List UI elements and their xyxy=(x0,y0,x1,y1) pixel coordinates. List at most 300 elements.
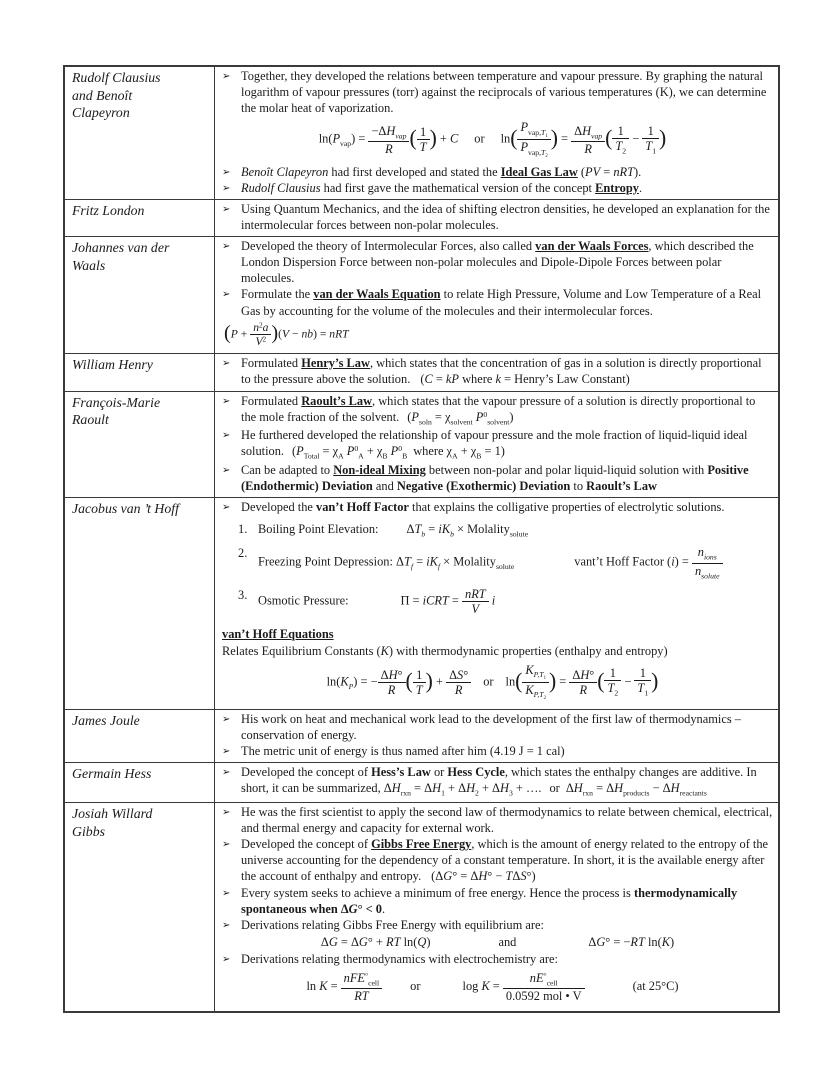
text-run: Ideal Gas Law xyxy=(500,164,578,179)
scientist-name-line: Fritz London xyxy=(72,202,145,218)
bullet-arrow-icon: ➢ xyxy=(222,430,231,442)
fraction xyxy=(569,668,597,698)
text-run: nb xyxy=(301,327,314,341)
text-run: 0 xyxy=(354,444,359,454)
numbered-text: Freezing Point Depression: $\Delta T_f = iK_f$ × Molality$_{solute}$ vant’t Hoff Factor (i) = $\frac{n_{ions}}{n_{solute}}$ xyxy=(258,545,773,581)
table-row xyxy=(64,237,779,354)
bullet-text: Can be adapted to Non-ideal Mixing between non-polar and polar liquid-liquid solution with Positive (Endothermic) Deviation and Negative (Exothermic) Deviation to Raoult’s Law xyxy=(241,462,749,493)
text-run: vap xyxy=(395,131,407,141)
text-run: G xyxy=(443,869,453,884)
fraction-numerator xyxy=(250,321,271,334)
text-run: 2 xyxy=(259,321,263,330)
text-run: Positive (Endothermic) Deviation xyxy=(241,462,749,493)
text-run: ° < 0 xyxy=(357,901,382,916)
bullet-item xyxy=(222,164,773,180)
text-run: Q xyxy=(417,934,427,949)
fraction-numerator: 1 xyxy=(609,666,616,681)
text-run: A xyxy=(358,451,364,461)
table-body xyxy=(64,66,779,1012)
text-run: vap,T1 xyxy=(528,127,548,139)
text-run: P,T xyxy=(533,690,544,700)
fraction-numerator xyxy=(522,663,549,682)
fraction xyxy=(503,971,585,1004)
scientist-name-cell xyxy=(64,354,215,391)
fraction-denominator xyxy=(569,682,597,697)
text-run: Total xyxy=(303,451,320,461)
text-run: iK xyxy=(426,555,438,570)
fraction-numerator xyxy=(462,587,489,601)
text-run: T xyxy=(419,140,427,155)
text-run: 2 xyxy=(262,335,267,344)
table-row xyxy=(64,709,779,762)
list-number: 1. xyxy=(238,522,248,537)
scientist-name-line: Waals xyxy=(72,257,106,273)
fraction xyxy=(417,125,430,155)
big-paren: ) xyxy=(425,668,433,693)
scientist-name-line: Rudolf Clausius xyxy=(72,70,161,85)
big-paren: ( xyxy=(510,126,518,151)
text-run: Hess Cycle xyxy=(447,765,505,780)
scientist-name-line: Josiah Willard xyxy=(72,805,153,821)
big-paren: ) xyxy=(651,668,659,693)
text-run: R xyxy=(385,141,393,156)
spacer xyxy=(516,945,588,946)
text-run: H xyxy=(388,667,398,682)
text-run: P xyxy=(475,409,484,424)
fraction xyxy=(604,666,621,699)
text-run: solvent xyxy=(487,417,510,427)
scientists-table xyxy=(63,65,780,1013)
list-number: 3. xyxy=(238,588,248,603)
bullet-text: Formulated Raoult’s Law, which states that the vapour pressure of a solution is directly proportional to the mole fraction of the solvent. ($P_{soln} = \chi_{solvent}$ $P^0_{solvent}$) xyxy=(241,393,756,427)
text-run: solute xyxy=(509,529,529,539)
text-run: ° xyxy=(365,971,369,981)
text-run: B xyxy=(476,451,482,461)
text-run: G xyxy=(348,901,358,916)
text-run: P xyxy=(346,444,355,459)
big-paren: ) xyxy=(550,126,558,151)
table-row xyxy=(64,391,779,497)
spacer xyxy=(485,142,501,143)
text-run: nRT xyxy=(465,587,486,602)
fraction xyxy=(413,668,426,698)
bullet-item xyxy=(222,804,773,836)
bullet-arrow-icon: ➢ xyxy=(222,919,231,931)
list-number: 2. xyxy=(238,546,248,561)
text-run: PV xyxy=(585,164,601,179)
scientist-name-line: James Joule xyxy=(72,712,140,728)
text-run: f xyxy=(437,562,441,572)
fraction-numerator xyxy=(692,545,723,562)
spacer xyxy=(430,945,498,946)
bullet-text: He furthered developed the relationship of vapour pressure and the mole fraction of liquid-liquid ideal solution. ($P_{Total} = \chi_A$ $P^0_A + \chi_B$ $P^0_B$ where $\chi_A + \chi_B = 1$) xyxy=(241,428,748,461)
formula-block: ln K = $\frac{nFE^\circ_{cell}}{RT}$ or log K = $\frac{nE^\circ_{cell}}{\text{0.0592 mol • V}}$ (at 25°C) xyxy=(306,971,679,1004)
text-run: soln xyxy=(419,417,432,427)
text-run xyxy=(533,690,546,702)
table-row xyxy=(64,763,779,803)
fraction-numerator: 1 xyxy=(416,667,423,682)
text-run: K xyxy=(525,682,534,697)
text-run: P xyxy=(230,327,238,341)
text-run: 1 xyxy=(652,146,657,156)
text-run: P xyxy=(390,444,399,459)
scientist-name-line: Raoult xyxy=(72,412,109,428)
spacer xyxy=(585,989,633,990)
text-run: H xyxy=(466,781,476,796)
text-run: K xyxy=(661,934,671,949)
big-paren: ( xyxy=(409,126,417,151)
bullet-item xyxy=(222,393,773,428)
text-run: 2 xyxy=(543,696,546,702)
bullet-item xyxy=(222,238,773,286)
fraction xyxy=(378,668,406,698)
numbered-text: Boiling Point Elevation: $\Delta T_b = iK_b$ × Molality$_{solute}$ xyxy=(258,522,529,539)
spacer xyxy=(382,989,410,990)
text-run: k xyxy=(495,372,501,387)
fraction-numerator: 1 xyxy=(420,125,427,140)
text-run: nRT xyxy=(613,164,635,179)
table-row xyxy=(64,66,779,199)
text-run: T xyxy=(645,138,653,153)
bullet-arrow-icon: ➢ xyxy=(222,806,231,818)
fraction xyxy=(642,124,659,157)
text-run: C xyxy=(450,131,459,146)
fraction-numerator: ΔH° xyxy=(572,667,595,682)
text-run: a xyxy=(262,320,269,334)
text-run: RT xyxy=(354,989,369,1004)
bullet-text: Formulate the van der Waals Equation to relate High Pressure, Volume and Low Temperature of a Real Gas by accounting for the volume of the molecules and their intermolecular forces. xyxy=(241,287,762,318)
scientist-name-cell xyxy=(64,199,215,236)
text-run: T xyxy=(415,682,423,697)
fraction xyxy=(341,971,383,1004)
bullet-arrow-icon: ➢ xyxy=(222,887,231,899)
scientist-name-line: Gibbs xyxy=(72,823,105,839)
contribution-cell xyxy=(215,763,780,803)
text-run: RT xyxy=(630,934,645,949)
text-run: K xyxy=(340,674,349,689)
fraction-numerator: 1 xyxy=(639,666,646,681)
text-run: rxn xyxy=(400,788,411,798)
text-run: C xyxy=(424,372,433,387)
text-run: P,T xyxy=(533,670,544,680)
big-paren: ) xyxy=(271,322,279,345)
text-run: T xyxy=(615,138,623,153)
text-run: H xyxy=(614,781,624,796)
scientist-name-cell xyxy=(64,709,215,762)
text-run: 0 xyxy=(398,444,403,454)
numbered-text: Osmotic Pressure: Π = iCRT = $\frac{\text{nRT}}{V}$ i xyxy=(258,587,496,617)
fraction-denominator xyxy=(368,141,409,156)
text-run: 0 xyxy=(483,409,488,419)
fraction-denominator xyxy=(634,680,651,698)
text-run: H xyxy=(670,781,680,796)
fraction-denominator xyxy=(341,988,383,1003)
text-run: K xyxy=(380,643,389,658)
fraction-numerator xyxy=(503,971,585,988)
spacer xyxy=(410,382,420,383)
spacer xyxy=(458,142,474,143)
bullet-arrow-icon: ➢ xyxy=(222,71,231,82)
text-run: Raoult’s Law xyxy=(301,393,373,408)
text-line: ΔG = ΔG° + RT ln(Q) and ΔG° = −RT ln(K) xyxy=(320,934,675,949)
text-run: 1 xyxy=(644,688,649,698)
spacer xyxy=(514,565,574,566)
text-run: Non-ideal Mixing xyxy=(333,462,426,477)
fraction-numerator xyxy=(341,971,383,988)
spacer xyxy=(284,454,292,455)
spacer xyxy=(541,791,549,792)
bullet-arrow-icon: ➢ xyxy=(222,767,231,779)
text-run: n xyxy=(697,545,704,560)
contribution-cell xyxy=(215,709,780,762)
text-run: nE xyxy=(529,971,544,986)
text-run: 2 xyxy=(614,688,619,698)
scientist-name-cell xyxy=(64,66,215,199)
text-run: RT xyxy=(386,934,401,949)
table-row xyxy=(64,497,779,709)
scientist-name-cell xyxy=(64,391,215,497)
text-run: T xyxy=(637,681,645,696)
text-run: thermodynamically spontaneous when Δ xyxy=(241,885,738,916)
text-run: V xyxy=(471,602,480,617)
bullet-arrow-icon: ➢ xyxy=(222,289,231,301)
fraction xyxy=(517,120,550,159)
text-run: van’t Hoff Factor xyxy=(316,499,409,514)
text-run: T xyxy=(414,522,422,537)
fraction-denominator xyxy=(571,141,605,156)
text-run: 1 xyxy=(545,133,548,139)
spacer xyxy=(421,989,463,990)
spacer xyxy=(471,684,483,685)
text-run: Gibbs Free Energy xyxy=(371,837,472,852)
numbered-item xyxy=(238,587,773,617)
text-run: van der Waals Equation xyxy=(313,287,441,302)
fraction-denominator xyxy=(462,601,489,616)
numbered-item xyxy=(238,521,773,539)
text-run: H xyxy=(582,123,592,138)
text-run: Entropy xyxy=(595,180,639,195)
text-run: B xyxy=(402,451,408,461)
text-run: vap xyxy=(340,139,352,149)
bullet-text: Developed the concept of Hess’s Law or Hess Cycle, which states the enthalpy changes are additive. In short, it can be summarized, $\Delta H_{rxn} = \Delta H_1 + \Delta H_2 + \Delta H_3$ + …. or $\Delta H_{rxn} = \Delta H_{products} - \Delta H_{reactants}$ xyxy=(241,765,757,798)
bullet-text: Developed the van’t Hoff Factor that explains the colligative properties of electrolytic solutions. xyxy=(241,499,725,514)
text-run: H xyxy=(432,781,442,796)
contribution-cell xyxy=(215,354,780,391)
text-run: Hess’s Law xyxy=(371,765,431,780)
text-run: Negative (Exothermic) Deviation xyxy=(396,478,571,493)
bullet-item xyxy=(222,885,773,917)
fraction-numerator: 1 xyxy=(617,123,624,138)
text-run: iCRT xyxy=(422,593,449,608)
text-run: G xyxy=(596,934,606,949)
text-run: H xyxy=(386,123,396,138)
text-run: P xyxy=(348,681,354,691)
text-run: R xyxy=(579,682,588,697)
text-run: T xyxy=(607,681,615,696)
fraction xyxy=(692,545,723,581)
big-paren: ) xyxy=(429,126,437,151)
bullet-item xyxy=(222,711,773,743)
fraction-numerator: ΔH° xyxy=(380,667,403,682)
text-run: R xyxy=(454,682,463,697)
text-run: B xyxy=(382,451,388,461)
text-run: i xyxy=(491,593,496,608)
text-run: nRT xyxy=(329,327,349,341)
text-run: products xyxy=(623,788,650,798)
text-run: S xyxy=(457,667,464,682)
bullet-arrow-icon: ➢ xyxy=(222,395,231,407)
spacer xyxy=(407,454,413,455)
bullet-arrow-icon: ➢ xyxy=(222,713,231,725)
text-run: 2 xyxy=(475,788,479,798)
text-run: rxn xyxy=(582,788,593,798)
bullet-text: Every system seeks to achieve a minimum of free energy. Hence the process is thermodynamically spontaneous when ΔG° < 0. xyxy=(241,885,738,916)
contribution-cell xyxy=(215,66,780,199)
text-run: b xyxy=(421,529,426,539)
bullet-arrow-icon: ➢ xyxy=(222,954,231,965)
text-run: H xyxy=(573,781,583,796)
text-run: P xyxy=(520,120,529,135)
text-run: G xyxy=(328,934,338,949)
scientist-name-line: Jacobus van ’t Hoff xyxy=(72,500,179,516)
fraction-denominator xyxy=(612,138,629,156)
text-run: n xyxy=(694,563,702,578)
fraction-numerator xyxy=(517,120,550,139)
fraction-denominator xyxy=(417,139,430,154)
scientist-name-line: Germain Hess xyxy=(72,766,152,782)
text-run: V xyxy=(255,334,263,348)
text-run: ions xyxy=(703,552,717,562)
big-paren: ( xyxy=(605,126,613,151)
text-run: vap xyxy=(591,131,603,141)
text-run: K xyxy=(481,979,490,994)
table-row xyxy=(64,199,779,236)
formula-block: $\ln(P_{vap})$ = $\frac{-\Delta H_{vap}}{R}$ ( $\frac{1}{T}$ ) + C or ln( $\frac{P_{vap,T_1}}{P_{vap,T_2}}$ ) = $\frac{\Delta H_{vap}}{R}$ ( $\frac{1}{T_2}$ − $\frac{1}{T_1}$ ) xyxy=(318,120,667,160)
fraction xyxy=(368,124,409,157)
spacer xyxy=(378,532,406,533)
bullet-text: Formulated Henry’s Law, which states that the concentration of gas in a solution is directly proportional to the pressure above the solution. (C = kP where k = Henry’s Law Constant) xyxy=(241,356,762,387)
fraction-numerator: ΔS° xyxy=(449,667,469,682)
big-paren: ) xyxy=(548,668,557,693)
text-run: P xyxy=(520,140,529,155)
bullet-arrow-icon: ➢ xyxy=(222,746,231,758)
text-run: Raoult’s Law xyxy=(586,478,657,493)
text-run: K xyxy=(319,979,328,994)
fraction xyxy=(250,321,271,349)
text-run: solute xyxy=(701,571,720,581)
text-run: H xyxy=(478,869,488,884)
fraction-denominator xyxy=(446,682,471,697)
text-run: S xyxy=(520,869,527,884)
text-run: H xyxy=(391,781,401,796)
bullet-arrow-icon: ➢ xyxy=(222,358,231,370)
fraction xyxy=(612,124,629,157)
text-run: vap,T2 xyxy=(528,147,548,160)
fraction-denominator xyxy=(250,334,271,348)
scientist-name-line: and Benoît xyxy=(72,87,133,103)
text-run: 2 xyxy=(545,154,548,160)
text-run: R xyxy=(387,682,396,697)
text-run: kP xyxy=(445,372,459,387)
contribution-cell xyxy=(215,237,780,354)
bullet-item xyxy=(222,951,773,967)
bullet-arrow-icon: ➢ xyxy=(222,203,231,215)
bullet-text: Using Quantum Mechanics, and the idea of shifting electron densities, he developed an explanation for the intermolecular forces between non-polar molecules. xyxy=(241,201,770,232)
bullet-text: Developed the theory of Intermolecular Forces, also called van der Waals Forces, which described the London Dispersion Force between non-polar molecules and Dipole-Dipole Forces between polar molecules. xyxy=(241,239,754,286)
scientist-name-line: Johannes van der xyxy=(72,240,170,255)
big-paren: ( xyxy=(515,668,523,693)
bullet-item xyxy=(222,499,773,515)
bullet-item xyxy=(222,743,773,759)
text-run: ° xyxy=(543,971,547,981)
bullet-text: Benoît Clapeyron had first developed and stated the Ideal Gas Law (PV = nRT). xyxy=(241,164,642,179)
fraction-numerator: $\Delta H_{vap}$ xyxy=(574,123,603,141)
fraction-numerator: 1 xyxy=(647,123,654,138)
numbered-item xyxy=(238,545,773,581)
bullet-item xyxy=(222,764,773,799)
text-run: H xyxy=(500,781,509,796)
fraction xyxy=(571,124,605,157)
text-run: 1 xyxy=(543,676,546,682)
bullet-text: His work on heat and mechanical work lead to the development of the first law of thermodynamics – conservation of energy. xyxy=(241,711,741,743)
text-run: solvent xyxy=(450,417,473,427)
bullet-arrow-icon: ➢ xyxy=(222,464,231,476)
text-run: cell xyxy=(368,978,380,988)
bullet-item xyxy=(222,836,773,884)
text-run: 2 xyxy=(622,146,627,156)
text-run: A xyxy=(338,451,344,461)
big-paren: ( xyxy=(405,668,413,693)
text-run: van’t Hoff Equations xyxy=(222,626,334,641)
fraction-numerator: $-\Delta H_{vap}$ xyxy=(371,123,407,141)
contribution-cell xyxy=(215,497,780,709)
text-run: 3 xyxy=(508,788,513,798)
bullet-arrow-icon: ➢ xyxy=(222,501,231,513)
text-run: Benoît Clapeyron xyxy=(241,164,329,179)
text-run: b xyxy=(450,529,454,539)
bullet-arrow-icon: ➢ xyxy=(222,839,231,851)
formula-block: (P + $\frac{n^2a}{V^2}$ )(V − nb) = nRT xyxy=(224,320,349,348)
spacer xyxy=(560,791,566,792)
fraction-denominator xyxy=(378,682,406,697)
bullet-item xyxy=(222,201,773,233)
text-run: solute xyxy=(495,562,515,572)
text-line: Relates Equilibrium Constants (K) with thermodynamic properties (enthalpy and entropy) xyxy=(222,643,668,658)
big-paren: ) xyxy=(659,126,667,151)
fraction-denominator xyxy=(522,682,549,702)
text-run: cell xyxy=(546,978,558,988)
text-run: V xyxy=(282,327,290,341)
text-run: P xyxy=(411,409,419,424)
bullet-item xyxy=(222,68,773,116)
table-row xyxy=(64,802,779,1011)
spacer xyxy=(421,879,431,880)
table-row xyxy=(64,354,779,391)
text-run: T xyxy=(541,127,546,137)
bullet-item xyxy=(222,180,773,196)
text-run: H xyxy=(580,667,590,682)
text-run: P xyxy=(332,131,341,146)
bullet-text: He was the first scientist to apply the second law of thermodynamics to relate between chemical, electrical, and thermal energy and capacity for external work. xyxy=(241,804,773,835)
text-run xyxy=(533,670,546,682)
fraction-denominator xyxy=(692,563,723,581)
bullet-item xyxy=(222,427,773,462)
bullet-item xyxy=(222,917,773,933)
fraction-denominator xyxy=(517,139,550,159)
text-run: K xyxy=(525,662,534,677)
text-run: T xyxy=(403,555,411,570)
text-run: n xyxy=(253,320,259,334)
